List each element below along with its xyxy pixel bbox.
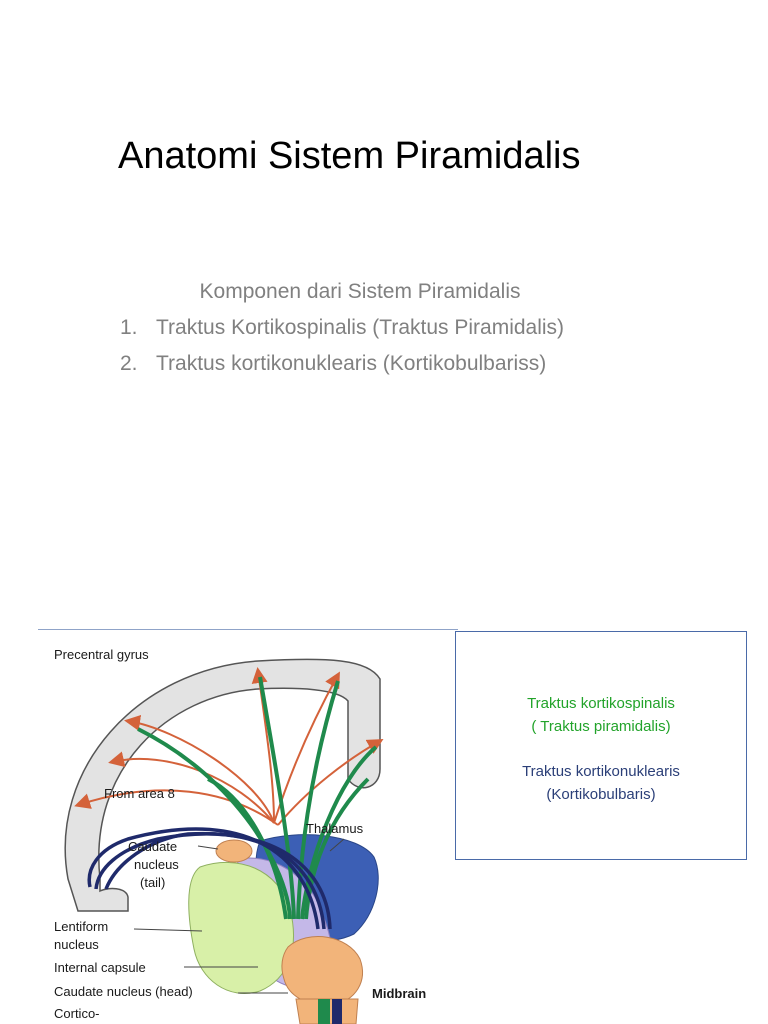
slide-title: Anatomi Sistem Piramidalis — [118, 135, 581, 177]
corticonuclear-stem — [332, 999, 342, 1024]
label-lentiform-line1: Lentiform — [54, 919, 109, 934]
list-number: 2. — [120, 352, 138, 375]
list-number: 1. — [120, 316, 138, 339]
label-thalamus: Thalamus — [306, 821, 364, 836]
slide-subtitle: Komponen dari Sistem Piramidalis — [199, 280, 521, 303]
legend-corticonuclear — [456, 760, 746, 806]
label-caudate-line1: Caudate — [128, 839, 178, 854]
label-caudate-head: Caudate nucleus (head) — [54, 984, 193, 999]
caudate-head-shape — [282, 937, 363, 1006]
list-item — [120, 310, 720, 346]
label-lentiform-line2: nucleus — [54, 937, 99, 952]
label-midbrain: Midbrain — [372, 986, 427, 1001]
legend-box — [455, 631, 747, 860]
slide-content — [120, 274, 720, 382]
list-item — [120, 346, 720, 382]
leader-line — [198, 846, 218, 849]
legend-corticospinal-line2: ( Traktus piramidalis) — [531, 718, 671, 735]
legend-corticonuclear-line2: (Kortikobulbaris) — [546, 786, 656, 803]
corticospinal-stem — [318, 999, 330, 1024]
label-cortico: Cortico- — [54, 1006, 100, 1021]
legend-corticospinal — [456, 692, 746, 738]
arrow-line — [274, 675, 338, 823]
label-caudate-line2: nucleus — [134, 857, 179, 872]
label-from-area-8: From area 8 — [104, 786, 175, 801]
list-text: Traktus kortikonuklearis (Kortikobulbariss) — [156, 352, 547, 375]
legend-corticonuclear-line1: Traktus kortikonuklearis — [522, 763, 680, 780]
label-caudate-line3: (tail) — [140, 875, 166, 890]
legend-corticospinal-line1: Traktus kortikospinalis — [527, 695, 675, 712]
label-precentral-gyrus: Precentral gyrus — [54, 647, 149, 662]
list-text: Traktus Kortikospinalis (Traktus Piramidalis) — [156, 316, 565, 339]
label-internal-capsule: Internal capsule — [54, 960, 146, 975]
caudate-tail-shape — [216, 840, 252, 862]
